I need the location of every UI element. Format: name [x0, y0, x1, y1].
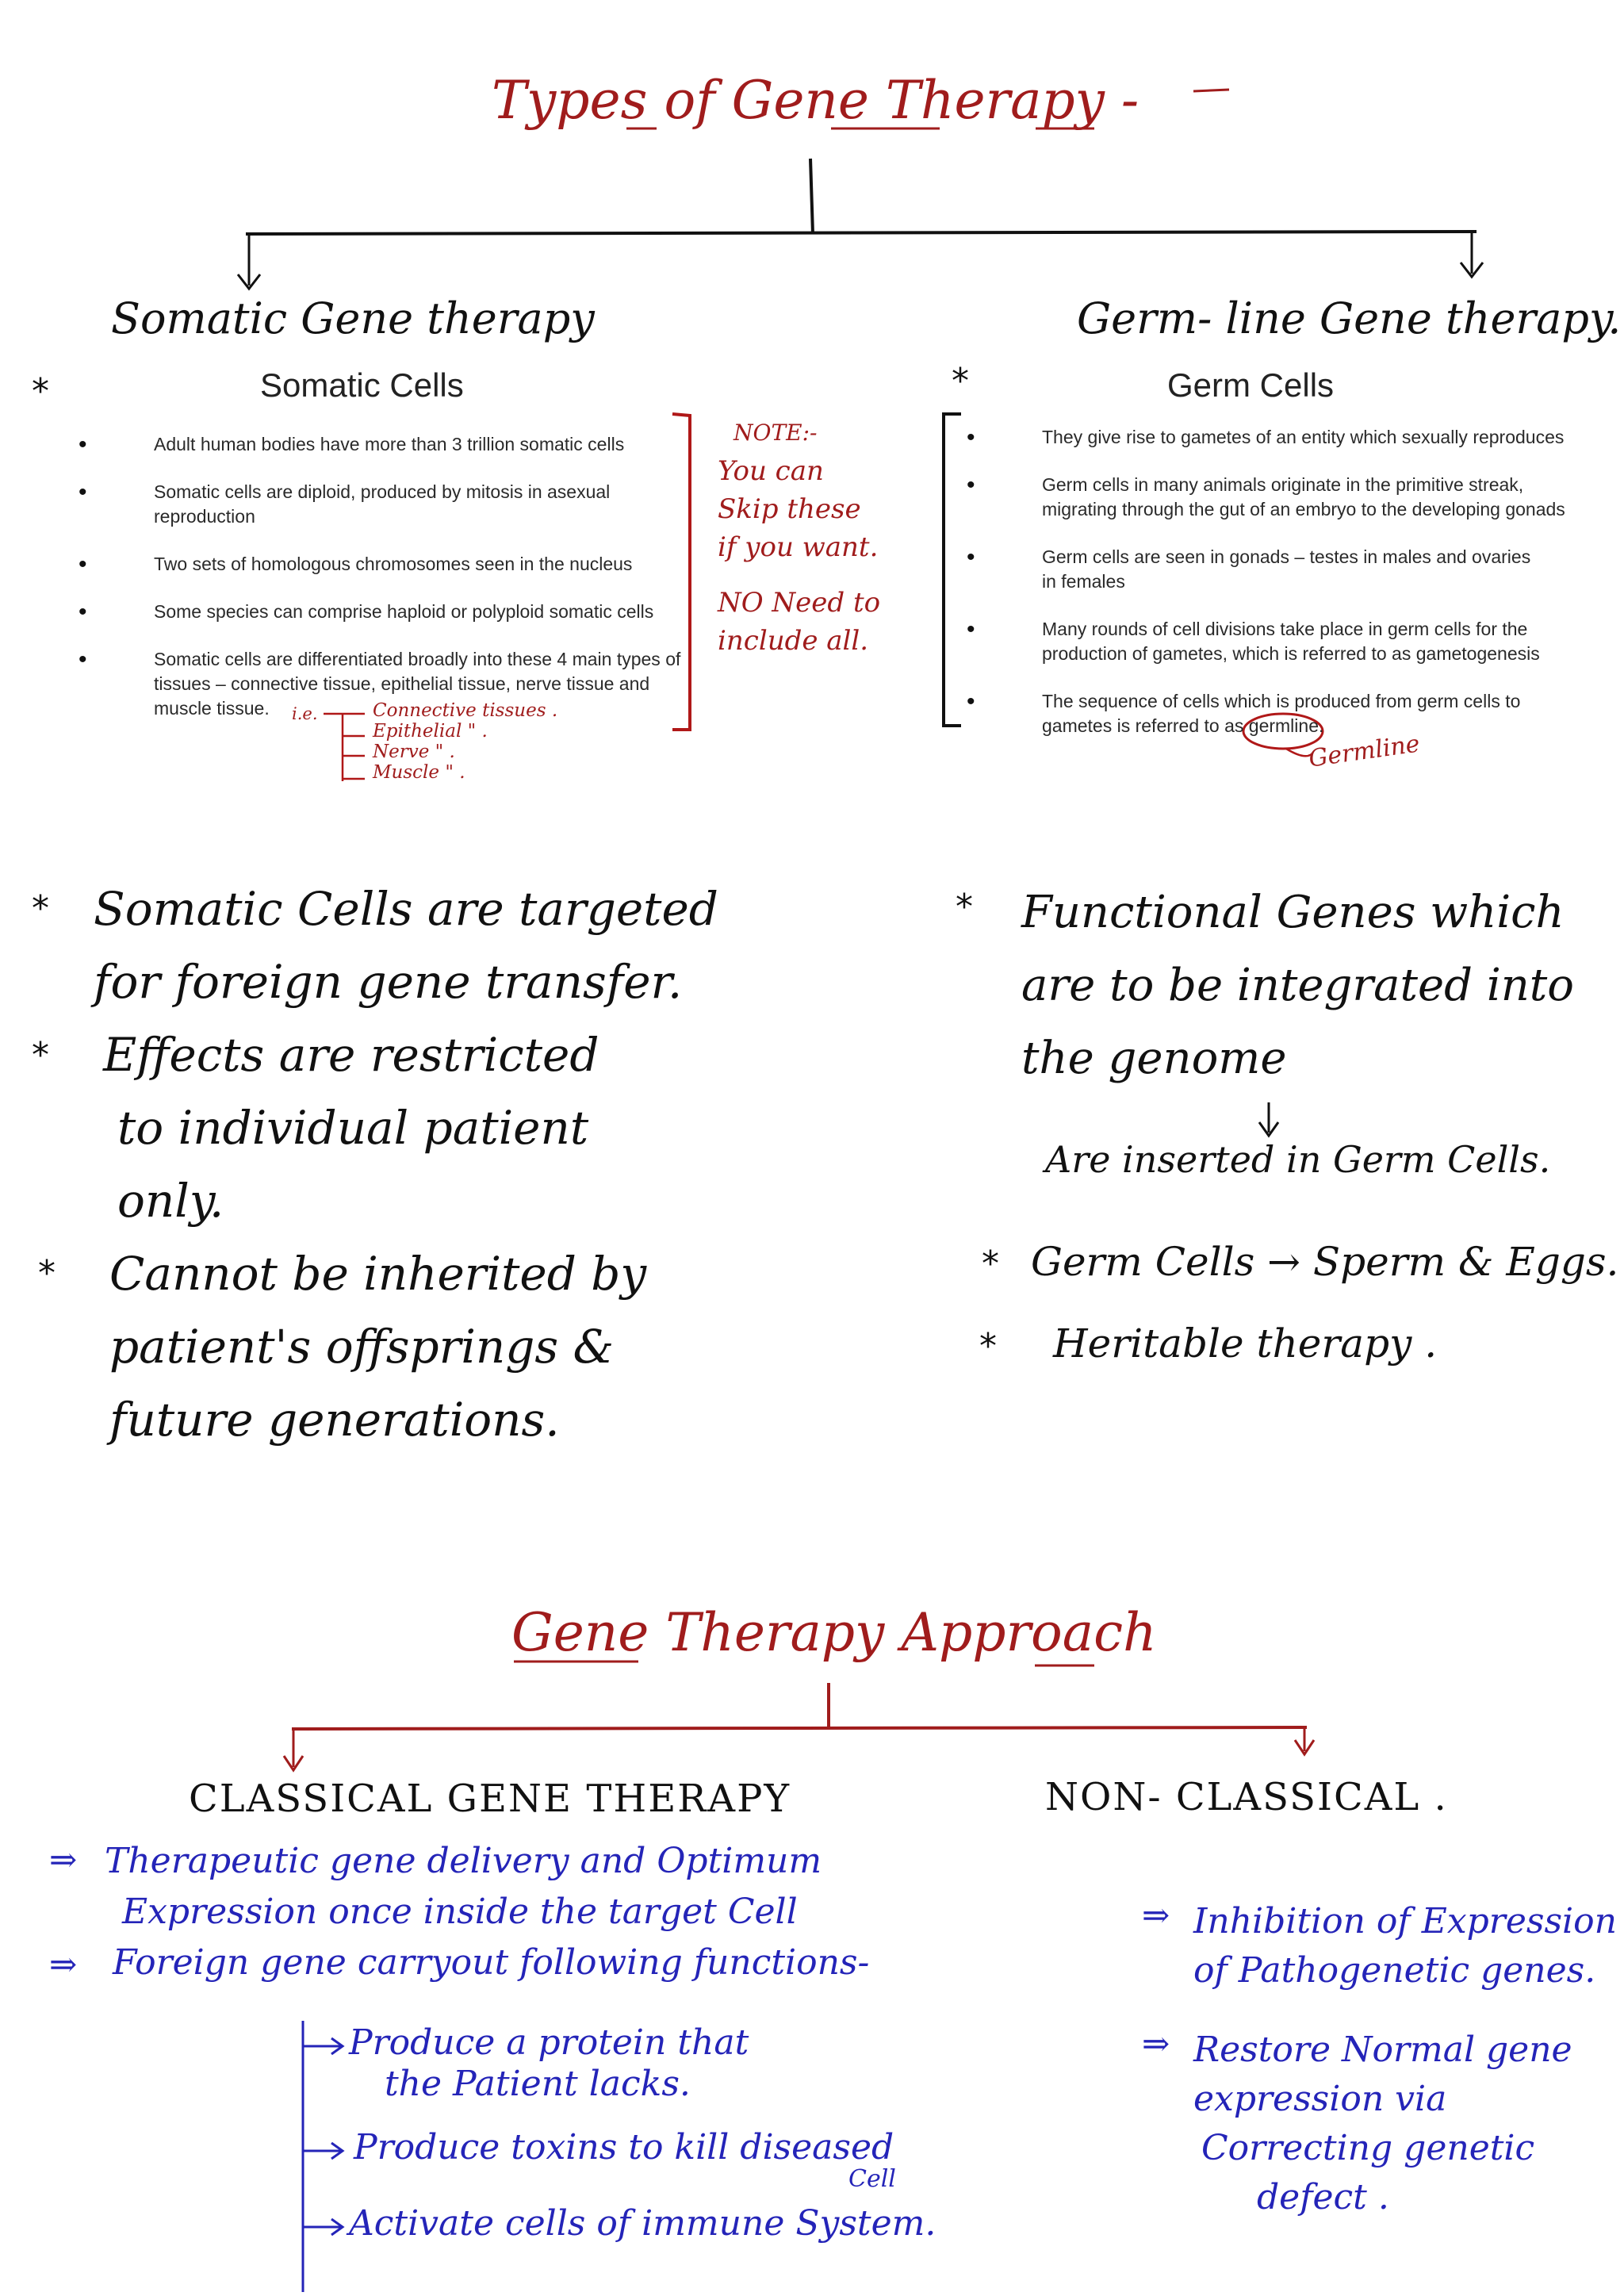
list-item: Produce toxins to kill diseased [354, 2127, 894, 2168]
classical-points [105, 1836, 869, 1988]
note-line: the genome [1021, 1033, 1287, 1084]
asterisk-icon: * [982, 1244, 999, 1284]
asterisk-icon: * [32, 1035, 49, 1075]
tissue-item: Connective tissues . [373, 700, 558, 721]
note-line: You can [718, 455, 824, 487]
note-line: for foreign gene transfer. [94, 955, 683, 1009]
list-item: • Germ cells are seen in gonads – testes in males and ovaries in females [1042, 545, 1549, 594]
note-line: if you want. [718, 531, 879, 563]
tissue-tree [324, 714, 365, 781]
note-line: Somatic Cells are targeted [94, 882, 718, 936]
germline-annotation: Germline [1307, 730, 1422, 773]
approach-branch-line [292, 1727, 1307, 1729]
list-item: • Germ cells in many animals originate in the primitive streak, migrating through the gut of an embryo to the developing gonads [1042, 473, 1581, 522]
note-line: only. [117, 1174, 224, 1228]
list-item: Correcting genetic [1201, 2128, 1535, 2168]
tissue-item: Epithelial " . [373, 721, 488, 742]
germline-note-line: Heritable therapy . [1053, 1320, 1438, 1366]
tissue-item: Muscle " . [373, 762, 465, 783]
note-line: are to be integrated into [1021, 960, 1575, 1011]
page-title: Types of Gene Therapy - [492, 70, 1139, 131]
asterisk-icon: * [32, 371, 49, 412]
note-line: Effects are restricted [103, 1028, 599, 1082]
somatic-subheading: Somatic Cells [260, 366, 464, 404]
list-item: • Adult human bodies have more than 3 trillion somatic cells [154, 432, 685, 457]
nonclassical-heading: NON- CLASSICAL . [1045, 1775, 1448, 1819]
note-label: NOTE:- [733, 420, 818, 446]
germline-note-line: Germ Cells → Sperm & Eggs. [1031, 1239, 1619, 1285]
list-item: • Somatic cells are differentiated broadly into these 4 main types of tissues – connective tissue, epithelial tissue, nerve tissue and muscle tissue. [154, 647, 685, 721]
list-item: expression via [1193, 2079, 1447, 2119]
asterisk-icon: * [32, 888, 49, 929]
note-line: include all. [718, 625, 869, 657]
note-block [718, 414, 880, 660]
list-item: defect . [1257, 2177, 1389, 2217]
list-item: Expression once inside the target Cell [122, 1892, 798, 1932]
note-right-bracket [944, 414, 961, 726]
germline-notes [1021, 876, 1574, 1095]
somatic-bullets [154, 432, 685, 721]
list-item: Cell [848, 2165, 896, 2193]
germline-heading: Germ- line Gene therapy. [1077, 293, 1622, 343]
list-item: Therapeutic gene delivery and Optimum [105, 1841, 822, 1881]
note-line: Skip these [718, 493, 861, 525]
ie-label: i.e. [292, 704, 318, 723]
list-item: • They give rise to gametes of an entity which sexually reproduces [1042, 425, 1581, 450]
note-line: to individual patient [117, 1101, 589, 1155]
list-item: Inhibition of Expression [1193, 1901, 1617, 1941]
list-item: • Many rounds of cell divisions take place in germ cells for the production of gametes, which is referred to as gametogenesis [1042, 617, 1557, 666]
somatic-heading: Somatic Gene therapy [111, 293, 595, 343]
germline-bullets [1042, 425, 1581, 738]
asterisk-icon: * [956, 887, 973, 927]
approach-title: Gene Therapy Approach [511, 1602, 1157, 1663]
list-item: Foreign gene carryout following functions- [113, 1942, 870, 1983]
tissue-item: Nerve " . [373, 742, 455, 762]
list-item: Activate cells of immune System. [349, 2203, 936, 2244]
note-line: patient's offsprings & [109, 1320, 615, 1374]
asterisk-icon: * [979, 1326, 997, 1366]
top-branch-line [246, 232, 1477, 234]
nonclassical-points [1193, 1897, 1617, 2222]
germline-subheading: Germ Cells [1167, 366, 1335, 404]
list-item: Produce a protein that [349, 2022, 749, 2063]
note-line: Cannot be inherited by [109, 1247, 647, 1301]
list-item: the Patient lacks. [385, 2064, 691, 2104]
note-line: NO Need to [718, 587, 881, 619]
list-item: • Somatic cells are diploid, produced by mitosis in asexual reproduction [154, 480, 622, 529]
arrow-icon: ⇒ [1142, 2024, 1170, 2063]
somatic-notes [94, 872, 718, 1456]
note-line: Functional Genes which [1021, 887, 1565, 938]
list-item: • Two sets of homologous chromosomes seen in the nucleus [154, 552, 685, 577]
classical-heading: CLASSICAL GENE THERAPY [189, 1777, 791, 1821]
asterisk-icon: * [38, 1253, 56, 1294]
germline-note-line: Are inserted in Germ Cells. [1045, 1138, 1551, 1181]
asterisk-icon: * [952, 361, 969, 401]
list-item: • Some species can comprise haploid or polyploid somatic cells [154, 600, 685, 624]
tissue-list [373, 700, 557, 783]
arrow-icon: ⇒ [1142, 1895, 1170, 1934]
arrow-icon: ⇒ [49, 1945, 78, 1984]
list-item: Restore Normal gene [1193, 2030, 1572, 2070]
title-stem [810, 159, 813, 234]
arrow-icon: ⇒ [49, 1840, 78, 1879]
note-line: future generations. [109, 1393, 560, 1447]
list-item: • The sequence of cells which is produced from germ cells to gametes is referred to as germline. [1042, 689, 1549, 738]
list-item: of Pathogenetic genes. [1193, 1950, 1596, 1991]
